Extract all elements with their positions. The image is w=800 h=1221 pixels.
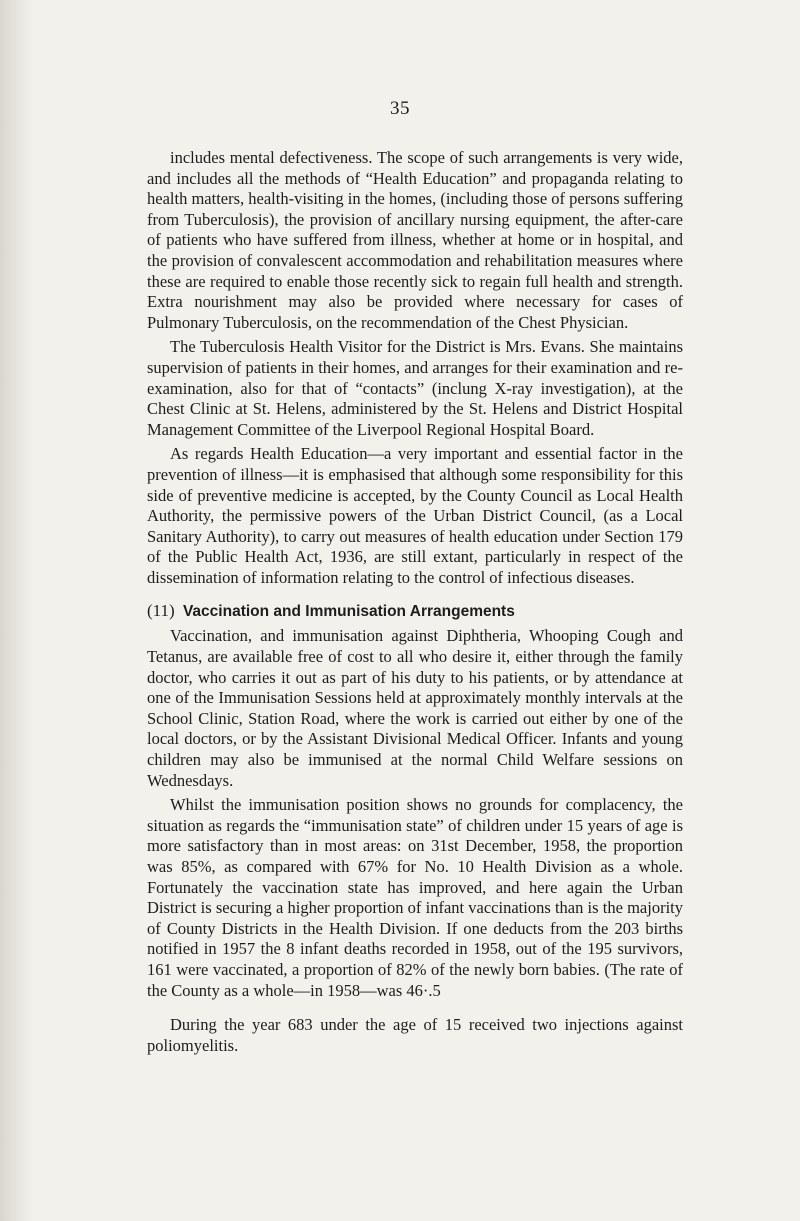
paragraph-health-education-scope: includes mental defectiveness. The scope of such arrangements is very wide, and includes all the methods of “Health Education” and propaganda relating to health matters, health-visiting in the homes, (including those of persons suffering from Tuberculosis), the provision of ancillary nursing equipment, the after-care of patients who have suffered from illness, whether at home or in hospital, and the provision of convalescent accommodation and rehabilitation measures where these are required to enable those recently sick to regain full health and strength. Extra nourishment may also be provided where necessary for cases of Pulmonary Tuberculosis, on the recommendation of the Chest Physician. — [147, 148, 683, 332]
paragraph-vaccination-availability: Vaccination, and immunisation against Diphtheria, Whooping Cough and Tetanus, are available free of cost to all who desire it, either through the family doctor, who carries it out as part of his duty to his patients, or by attendance at one of the Immunisation Sessions held at approximately monthly intervals at the School Clinic, Station Road, where the work is carried out either by one of the local doctors, or by the Assistant Divisional Medical Officer. Infants and young children may also be immunised at the normal Child Welfare sessions on Wednesdays. — [147, 626, 683, 790]
page-edge-shadow — [0, 0, 34, 1221]
paragraph-immunisation-position: Whilst the immunisation position shows no grounds for complacency, the situation as regards the “immunisation state” of children under 15 years of age is more satisfactory than in most areas: on 31st December, 1958, the proportion was 85%, as compared with 67% for No. 10 Health Division as a whole. Fortunately the vaccination state has improved, and here again the Urban District is securing a higher proportion of infant vaccinations than is the majority of County Districts in the Health Division. If one deducts from the 203 births notified in 1957 the 8 infant deaths recorded in 1958, out of the 195 survivors, 161 were vaccinated, a proportion of 82% of the newly born babies. (The rate of the County as a whole—in 1958—was 46·.5 — [147, 795, 683, 1000]
section-title: Vaccination and Immunisation Arrangements — [182, 603, 515, 621]
paragraph-health-education: As regards Health Education—a very important and essential factor in the prevention of illness—it is emphasised that although some responsibility for this side of preventive medicine is accepted, by the County Council as Local Health Authority, the permissive powers of the Urban District Council, (as a Local Sanitary Authority), to carry out measures of health education under Section 179 of the Public Health Act, 1936, are still extant, particularly in respect of the dissemination of information relating to the control of infectious diseases. — [147, 444, 683, 587]
paragraph-poliomyelitis: During the year 683 under the age of 15 received two injections against poliomyelitis. — [147, 1015, 683, 1055]
section-heading — [147, 600, 683, 622]
document-body — [147, 148, 683, 1056]
page-number: 35 — [390, 98, 410, 119]
section-number: (11) — [147, 601, 175, 621]
paragraph-tuberculosis-health-visitor: The Tuberculosis Health Visitor for the District is Mrs. Evans. She maintains supervision of patients in their homes, and arranges for their examination and re-examination, also for that of “contacts” (inclung X-ray investigation), at the Chest Clinic at St. Helens, administered by the St. Helens and District Hospital Management Committee of the Liverpool Regional Hospital Board. — [147, 337, 683, 439]
